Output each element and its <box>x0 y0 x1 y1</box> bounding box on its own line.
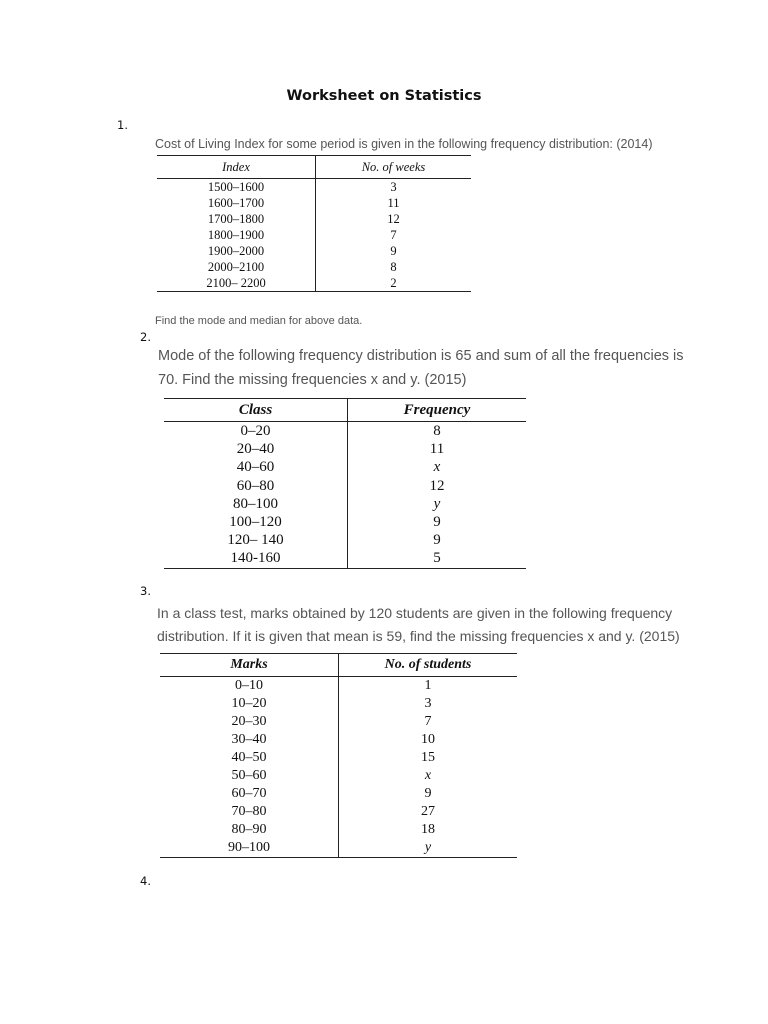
table-row <box>160 695 517 713</box>
table-cell-class: 90–100 <box>160 839 339 858</box>
worksheet-title: Worksheet on Statistics <box>286 88 482 104</box>
question-3-table-body <box>160 677 517 858</box>
table-row <box>160 713 517 731</box>
table-cell-class: 60–80 <box>164 477 348 495</box>
table-row <box>160 731 517 749</box>
table-cell-value: 12 <box>387 212 400 226</box>
table-cell-value: 10 <box>421 732 435 747</box>
table-row <box>164 513 526 531</box>
table-cell-class: 40–50 <box>160 749 339 767</box>
table-row <box>160 821 517 839</box>
table-cell-value: y <box>433 495 441 512</box>
table-row <box>164 531 526 549</box>
table-row <box>160 767 517 785</box>
table-header-frequency: Frequency <box>348 399 527 422</box>
question-3-table <box>160 653 517 858</box>
table-cell-value: 8 <box>390 260 397 274</box>
table-cell-value: 8 <box>433 423 441 440</box>
table-cell-class: 10–20 <box>160 695 339 713</box>
table-cell-value: 2 <box>390 276 397 290</box>
table-cell-class: 80–90 <box>160 821 339 839</box>
table-row <box>164 458 526 476</box>
question-3-number: 3. <box>140 584 151 598</box>
question-2-table <box>164 398 526 569</box>
table-cell-value: 12 <box>429 477 445 494</box>
question-1-table <box>157 155 471 292</box>
table-header-class: Class <box>164 399 348 422</box>
table-row <box>160 803 517 821</box>
question-3-prompt-line-1: In a class test, marks obtained by 120 students are given in the following frequency <box>157 605 673 621</box>
table-row <box>157 275 471 292</box>
table-cell-value: 18 <box>421 822 435 837</box>
table-row <box>160 839 517 858</box>
table-row <box>164 440 526 458</box>
table-cell-class: 0–20 <box>164 422 348 441</box>
table-cell-value: 9 <box>433 532 441 549</box>
table-cell-value: 11 <box>429 441 445 458</box>
table-row <box>164 422 526 441</box>
table-row <box>160 677 517 696</box>
table-row <box>160 785 517 803</box>
table-cell-value: 27 <box>421 804 435 819</box>
table-row <box>164 495 526 513</box>
table-cell-class: 2100– 2200 <box>157 275 316 292</box>
table-cell-value: 3 <box>424 696 432 711</box>
table-row <box>157 195 471 211</box>
table-header-index: Index <box>157 156 316 179</box>
table-row <box>157 179 471 196</box>
table-cell-class: 1500–1600 <box>157 179 316 196</box>
question-1-number: 1. <box>117 118 128 132</box>
table-cell-value: 11 <box>387 196 400 210</box>
table-cell-value: 15 <box>421 750 435 765</box>
table-cell-class: 1900–2000 <box>157 243 316 259</box>
question-2-number: 2. <box>140 330 151 344</box>
table-cell-class: 40–60 <box>164 458 348 476</box>
table-cell-class: 60–70 <box>160 785 339 803</box>
table-row <box>157 243 471 259</box>
table-cell-class: 30–40 <box>160 731 339 749</box>
table-cell-class: 120– 140 <box>164 531 348 549</box>
question-2-table-body <box>164 422 526 569</box>
question-1-note: Find the mode and median for above data. <box>155 315 363 327</box>
table-row <box>164 477 526 495</box>
table-cell-class: 0–10 <box>160 677 339 696</box>
question-3-prompt-line-2: distribution. If it is given that mean is 59, find the missing frequencies x and y. (2015) <box>157 628 680 644</box>
table-cell-class: 70–80 <box>160 803 339 821</box>
table-cell-value: 5 <box>433 550 441 567</box>
table-cell-class: 20–30 <box>160 713 339 731</box>
table-cell-class: 1700–1800 <box>157 211 316 227</box>
table-cell-value: x <box>424 768 432 783</box>
table-cell-class: 140-160 <box>164 549 348 568</box>
question-1-table-body <box>157 179 471 292</box>
table-row <box>157 259 471 275</box>
question-2-prompt-line-1: Mode of the following frequency distribution is 65 and sum of all the frequencies is <box>158 348 684 364</box>
table-cell-value: 7 <box>390 228 397 242</box>
question-2-prompt-line-2: 70. Find the missing frequencies x and y. (2015) <box>158 372 467 388</box>
table-cell-value: 9 <box>390 244 397 258</box>
table-cell-value: 9 <box>424 786 432 801</box>
table-cell-class: 20–40 <box>164 440 348 458</box>
table-cell-class: 50–60 <box>160 767 339 785</box>
table-header-marks: Marks <box>160 654 339 677</box>
table-cell-value: y <box>424 840 432 855</box>
table-header-students: No. of students <box>339 654 518 677</box>
table-row <box>160 749 517 767</box>
table-row <box>157 227 471 243</box>
table-row <box>164 549 526 568</box>
table-cell-value: 1 <box>424 678 432 693</box>
table-header-weeks: No. of weeks <box>316 156 472 179</box>
question-1-prompt: Cost of Living Index for some period is given in the following frequency distribution: (2014) <box>155 137 653 151</box>
table-cell-value: 3 <box>390 180 397 194</box>
table-cell-value: 7 <box>424 714 432 729</box>
table-cell-class: 1600–1700 <box>157 195 316 211</box>
table-cell-value: 9 <box>433 514 441 531</box>
table-cell-class: 100–120 <box>164 513 348 531</box>
table-cell-class: 1800–1900 <box>157 227 316 243</box>
table-cell-value: x <box>433 459 441 476</box>
table-cell-class: 80–100 <box>164 495 348 513</box>
table-cell-class: 2000–2100 <box>157 259 316 275</box>
question-4-number: 4. <box>140 874 151 888</box>
table-row <box>157 211 471 227</box>
